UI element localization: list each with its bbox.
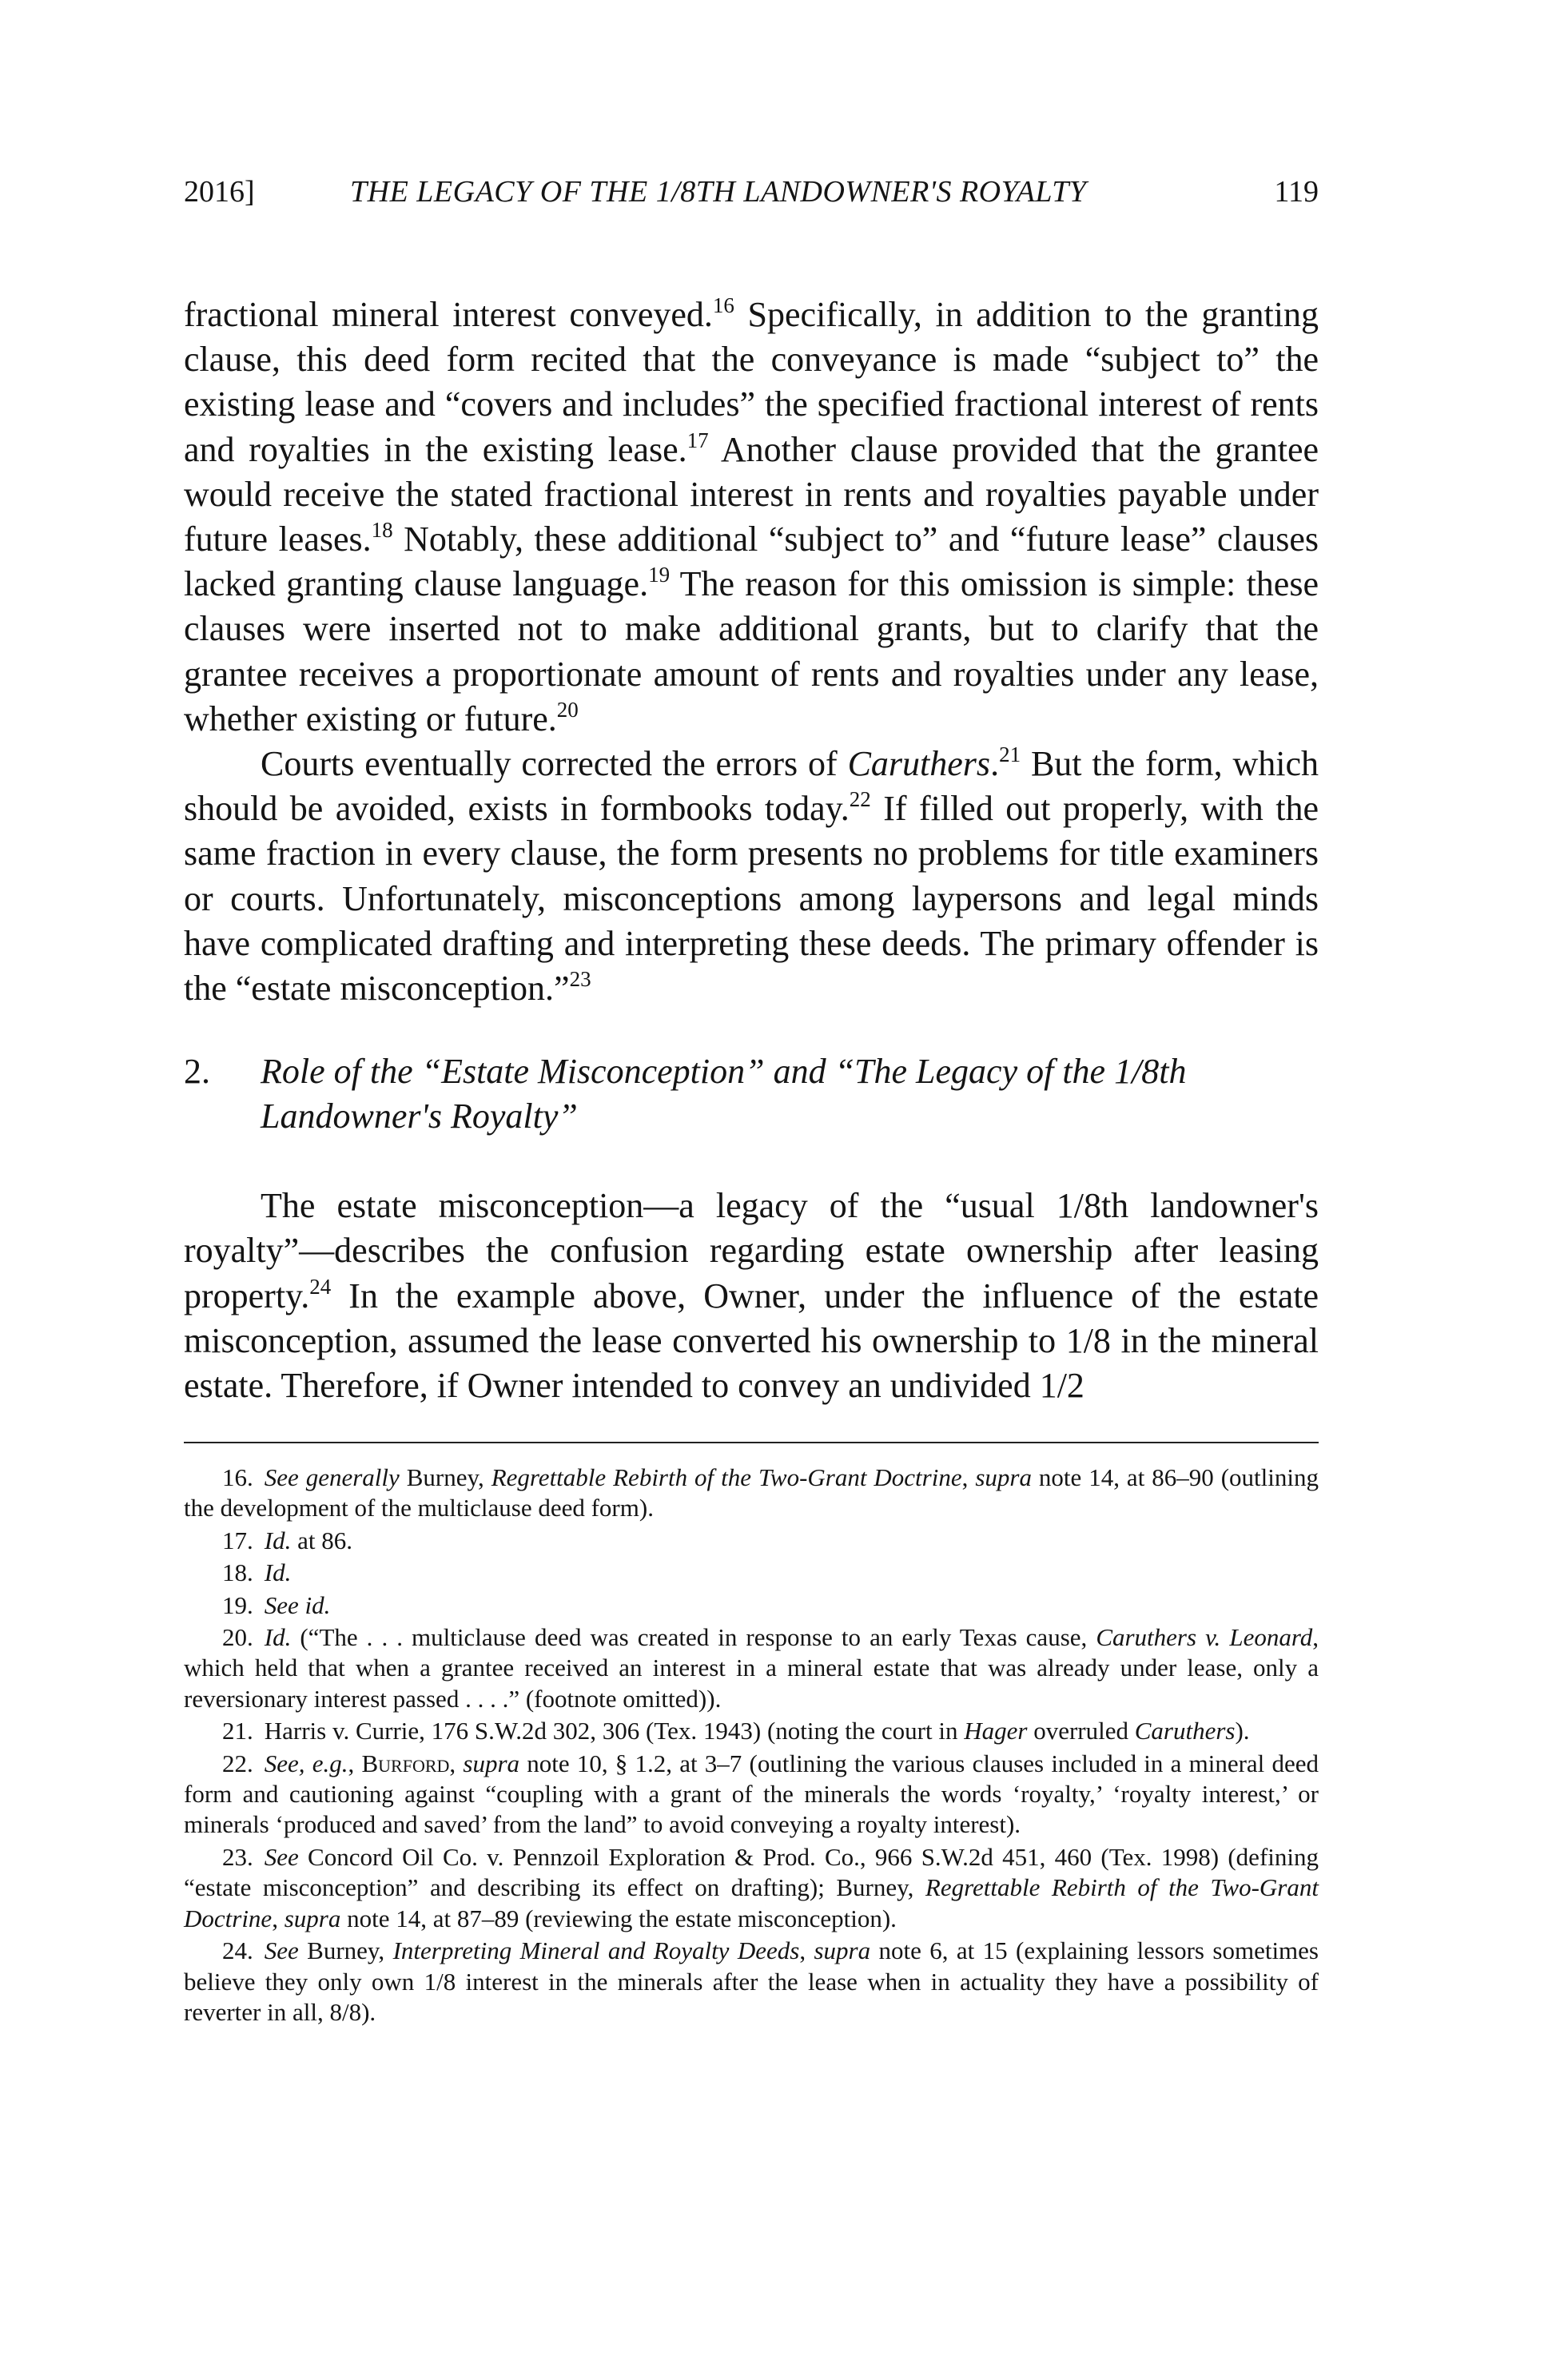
section-number: 2.	[184, 1052, 210, 1092]
footnote-17: 17. Id. at 86.	[222, 1526, 352, 1554]
section-title: Role of the “Estate Misconception” and “The Legacy of the 1/8th Landowner's Royalty”	[261, 1052, 1187, 1136]
paragraph-1: fractional mineral interest conveyed.$^{16}$ Specifically, in addition to the granting clause, this deed form recited that the conveyance is made “subject to” the existing lease and “covers and includes” the specified fractional interest of rents and royalties in the existing lease.$^{17}$ Another clause provided that the grantee would receive the stated fractional interest in rents and royalties payable under future leases.$^{18}$ Notably, these additional “subject to” and “future lease” clauses lacked granting clause language.$^{19}$ The reason for this omission is simple: these clauses were inserted not to make additional grants, but to clarify that the grantee receives a proportionate amount of rents and royalties under any lease, whether existing or future.$^{20}$	[184, 293, 1319, 738]
section-heading	[184, 1049, 1319, 1139]
footnote-22: 22. See, e.g., Burford, supra note 10, § 1.2, at 3–7 (outlining the various clauses included in a mineral deed form and cautioning against “coupling with a grant of the minerals the words ‘royalty,’ ‘royalty interest,’ or minerals ‘produced and saved’ from the land” to avoid conveying a royalty interest).	[184, 1749, 1319, 1839]
footnote-19: 19. See id.	[222, 1590, 331, 1619]
footnote-18: 18. Id.	[222, 1558, 292, 1587]
paragraph-2: Courts eventually corrected the errors of Caruthers.$^{21}$ But the form, which should be avoided, exists in formbooks today.$^{22}$ If filled out properly, with the same fraction in every clause, the form presents no problems for title examiners or courts. Unfortunately, misconceptions among laypersons and legal minds have complicated drafting and interpreting these deeds. The primary offender is the “estate misconception.”$^{23}$	[184, 742, 1319, 1009]
main-text	[184, 293, 1319, 1408]
footnote-divider	[184, 1442, 1319, 1443]
footnote-ref-24[interactable]: 24	[309, 1274, 332, 1299]
footnotes	[184, 1463, 1319, 2029]
running-header	[184, 174, 1319, 214]
footnote-23: 23. See Concord Oil Co. v. Pennzoil Exploration & Prod. Co., 966 S.W.2d 451, 460 (Tex. 1998) (defining “estate misconception” and describing its effect on drafting); Burney, Regrettable Rebirth of the Two-Grant Doctrine, supra note 14, at 87–89 (reviewing the estate misconception).	[184, 1842, 1319, 1932]
paragraph-3: The estate misconception—a legacy of the “usual 1/8th landowner's royalty”—describes the confusion regarding estate ownership after leasing property.$^{24}$ In the example above, Owner, under the influence of the estate misconception, assumed the lease converted his ownership to 1/8 in the mineral estate. Therefore, if Owner intended to convey an undivided 1/2	[184, 1186, 1319, 1406]
running-title: THE LEGACY OF THE 1/8TH LANDOWNER'S ROYALTY	[350, 175, 1087, 209]
footnote-24: 24. See Burney, Interpreting Mineral and Royalty Deeds, supra note 6, at 15 (explaining lessors sometimes believe they only own 1/8 interest in the minerals after the lease when in actuality they have a possibility of reverter in all, 8/8).	[184, 1936, 1319, 2026]
footnote-ref-23[interactable]: 23	[569, 967, 591, 992]
footnote-ref-17[interactable]: 17	[686, 428, 709, 452]
footnote-20: 20. Id. (“The . . . multiclause deed was created in response to an early Texas cause, Caruthers v. Leonard, which held that when a grantee received an interest in a mineral estate that was already under lease, only a reversionary interest passed . . . .” (footnote omitted)).	[184, 1623, 1319, 1713]
volume-year: 2016]	[184, 175, 255, 209]
footnote-ref-20[interactable]: 20	[556, 697, 579, 722]
footnote-ref-19[interactable]: 19	[648, 563, 671, 587]
footnote-16: 16. See generally Burney, Regrettable Rebirth of the Two-Grant Doctrine, supra note 14, at 86–90 (outlining the development of the multiclause deed form).	[184, 1463, 1319, 1522]
footnote-ref-18[interactable]: 18	[371, 518, 393, 543]
case-name: Caruthers	[847, 744, 991, 784]
page-number: 119	[1274, 175, 1319, 209]
footnote-ref-21[interactable]: 21	[999, 742, 1021, 767]
footnote-ref-22[interactable]: 22	[849, 787, 871, 812]
footnote-ref-16[interactable]: 16	[712, 293, 734, 317]
footnote-21: 21. Harris v. Currie, 176 S.W.2d 302, 306 (Tex. 1943) (noting the court in Hager overruled Caruthers).	[222, 1717, 1250, 1745]
